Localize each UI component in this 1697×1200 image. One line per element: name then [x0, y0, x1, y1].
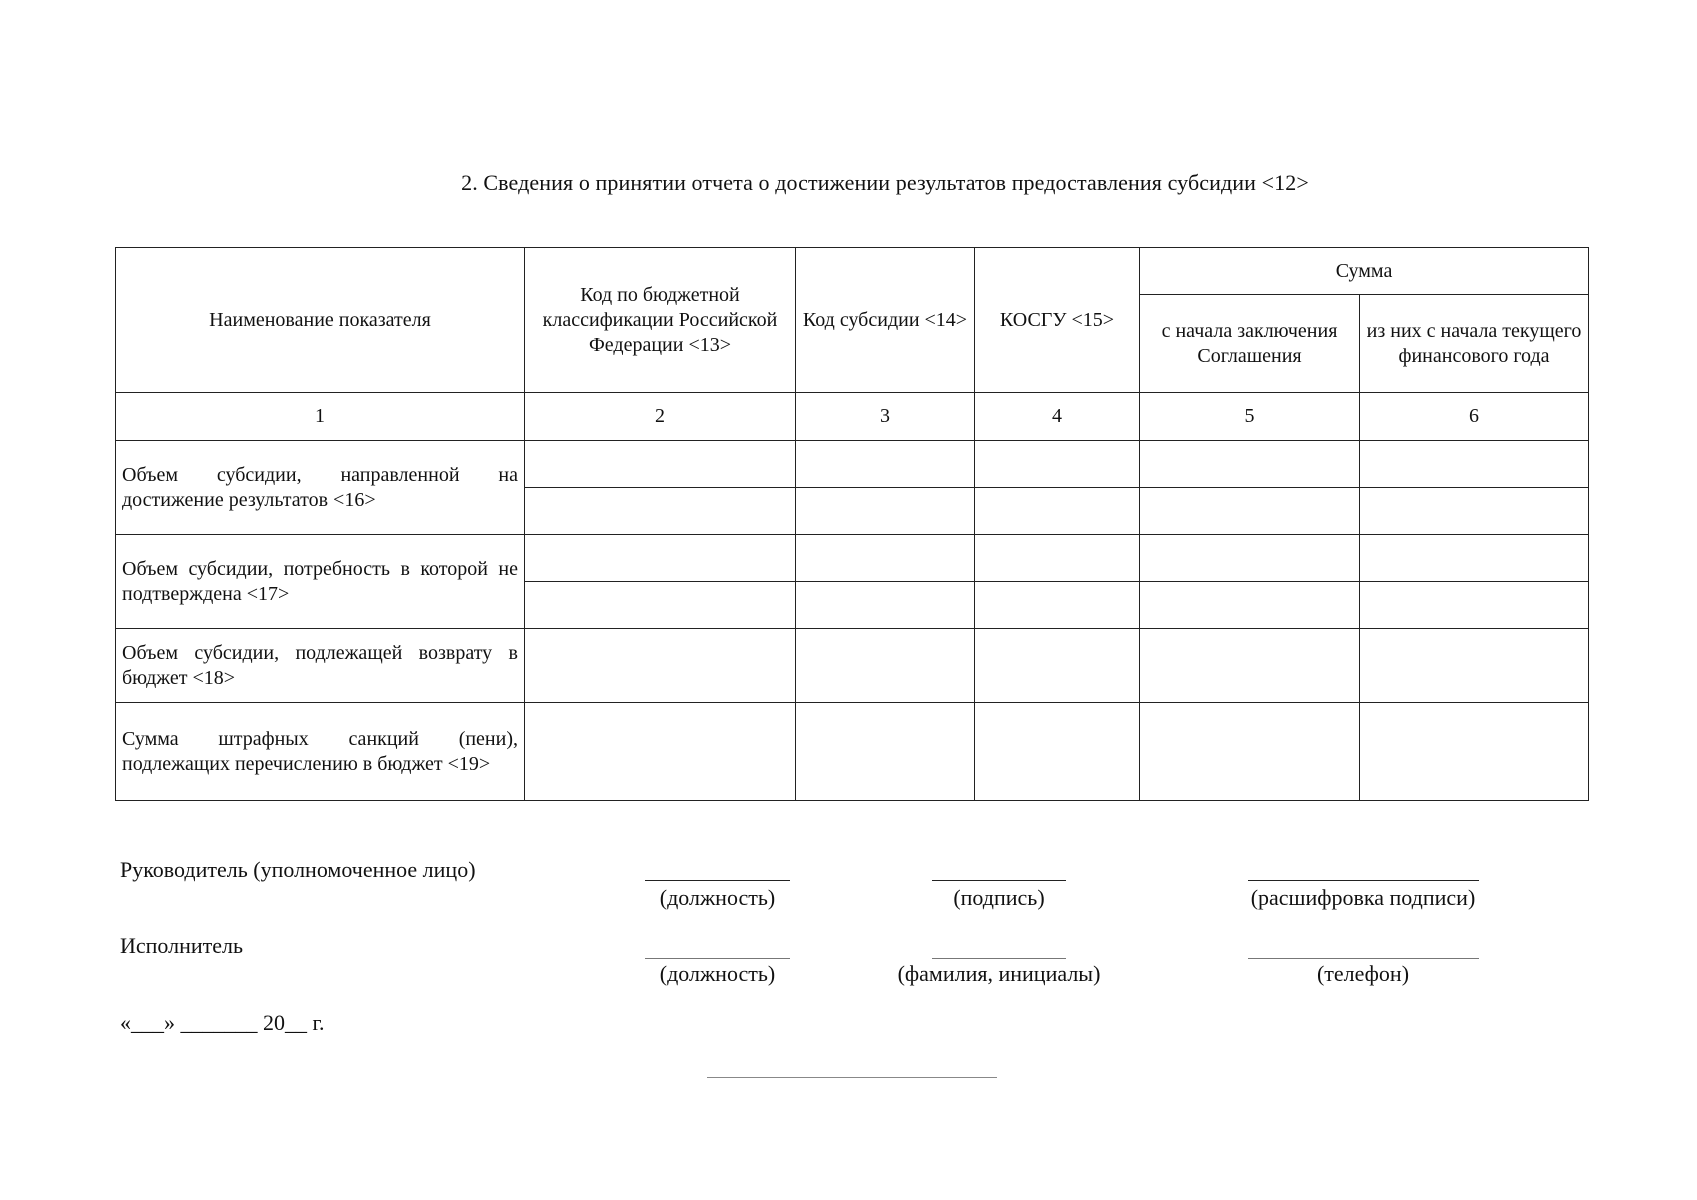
- table-cell[interactable]: [796, 535, 975, 582]
- table-cell[interactable]: [796, 629, 975, 703]
- table-cell[interactable]: [1360, 441, 1589, 488]
- column-number: 2: [525, 393, 796, 441]
- column-number-row: [116, 393, 1589, 441]
- table-cell[interactable]: [975, 441, 1140, 488]
- row-label-unconfirmed-need: Объем субсидии, потребность в которой не подтверждена <17>: [116, 535, 525, 629]
- head-position-caption: (должность): [659, 885, 776, 910]
- header-sum-current-year: из них с начала текущего финансового года: [1360, 295, 1589, 393]
- table-cell[interactable]: [796, 488, 975, 535]
- head-decoding-caption: (расшифровка подписи): [1250, 885, 1476, 910]
- executor-position-line[interactable]: [645, 958, 790, 959]
- table-cell[interactable]: [1360, 535, 1589, 582]
- row-label-subsidy-for-results: Объем субсидии, направленной на достижение результатов <16>: [116, 441, 525, 535]
- table-cell[interactable]: [525, 629, 796, 703]
- header-name: Наименование показателя: [116, 248, 525, 393]
- executor-label: Исполнитель: [120, 933, 244, 958]
- head-signature-line[interactable]: [932, 880, 1066, 881]
- table-cell[interactable]: [1140, 703, 1360, 801]
- header-subsidy-code: Код субсидии <14>: [796, 248, 975, 393]
- header-kbk: Код по бюджетной классификации Российской Федерации <13>: [525, 248, 796, 393]
- executor-phone-line[interactable]: [1248, 958, 1479, 959]
- table-cell[interactable]: [1140, 582, 1360, 629]
- column-number: 6: [1360, 393, 1589, 441]
- header-kosgu: КОСГУ <15>: [975, 248, 1140, 393]
- table-cell[interactable]: [975, 582, 1140, 629]
- header-sum: Сумма: [1140, 248, 1589, 295]
- table-cell[interactable]: [1140, 441, 1360, 488]
- table-cell[interactable]: [1360, 582, 1589, 629]
- executor-name-line[interactable]: [932, 958, 1066, 959]
- head-position-line[interactable]: [645, 880, 790, 881]
- table-cell[interactable]: [1140, 629, 1360, 703]
- column-number: 3: [796, 393, 975, 441]
- report-table: [115, 247, 1589, 801]
- table-cell[interactable]: [1140, 488, 1360, 535]
- executor-position-caption: (должность): [659, 961, 776, 986]
- head-label: Руководитель (уполномоченное лицо): [120, 857, 476, 882]
- table-cell[interactable]: [796, 582, 975, 629]
- head-signature-caption: (подпись): [953, 885, 1045, 910]
- table-cell[interactable]: [1360, 629, 1589, 703]
- column-number: 1: [116, 393, 525, 441]
- section-title: 2. Сведения о принятии отчета о достижении результатов предоставления субсидии <12>: [461, 170, 1309, 195]
- row-label-penalties: Сумма штрафных санкций (пени), подлежащих перечислению в бюджет <19>: [116, 703, 525, 801]
- date-line[interactable]: «___» _______ 20__ г.: [120, 1010, 325, 1035]
- table-cell[interactable]: [975, 703, 1140, 801]
- table-row: [116, 441, 1589, 488]
- table-cell[interactable]: [525, 441, 796, 488]
- head-decoding-line[interactable]: [1248, 880, 1479, 881]
- column-number: 5: [1140, 393, 1360, 441]
- table-cell[interactable]: [975, 629, 1140, 703]
- table-cell[interactable]: [1140, 535, 1360, 582]
- table-row: [116, 629, 1589, 703]
- table-cell[interactable]: [525, 488, 796, 535]
- table-row: [116, 703, 1589, 801]
- table-cell[interactable]: [525, 703, 796, 801]
- table-cell[interactable]: [796, 441, 975, 488]
- table-cell[interactable]: [975, 488, 1140, 535]
- table-cell[interactable]: [525, 535, 796, 582]
- table-cell[interactable]: [1360, 703, 1589, 801]
- executor-name-caption: (фамилия, инициалы): [897, 961, 1101, 986]
- executor-phone-caption: (телефон): [1316, 961, 1410, 986]
- row-label-to-return: Объем субсидии, подлежащей возврату в бюджет <18>: [116, 629, 525, 703]
- header-sum-since-agreement: с начала заключения Соглашения: [1140, 295, 1360, 393]
- table-cell[interactable]: [525, 582, 796, 629]
- table-cell[interactable]: [796, 703, 975, 801]
- table-cell[interactable]: [975, 535, 1140, 582]
- footnote-separator: [707, 1077, 997, 1078]
- table-row: [116, 535, 1589, 582]
- column-number: 4: [975, 393, 1140, 441]
- table-cell[interactable]: [1360, 488, 1589, 535]
